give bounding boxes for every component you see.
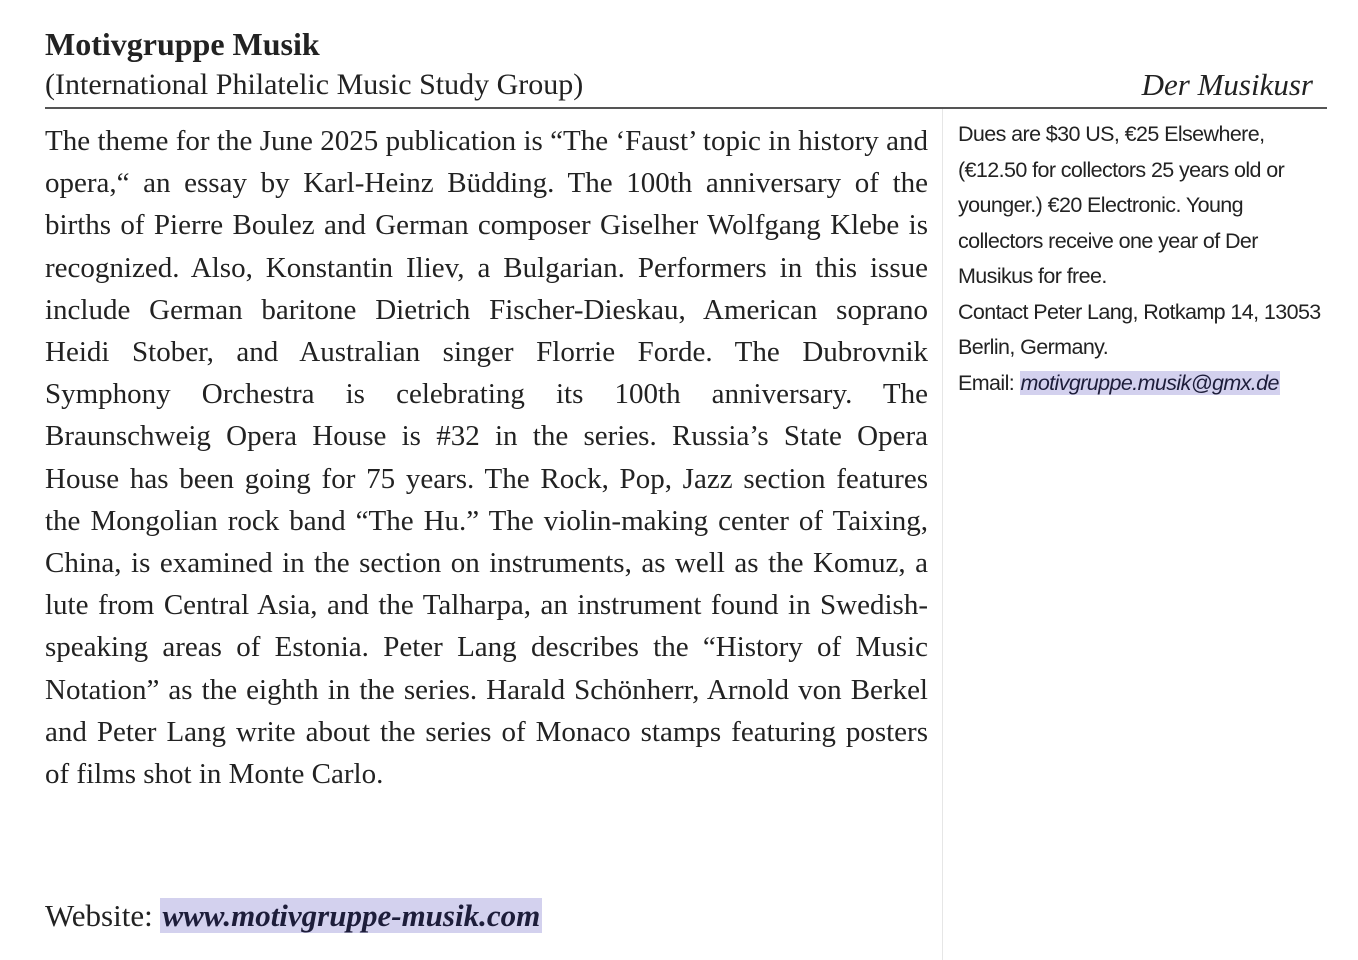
email-link[interactable]: motivgruppe.musik@gmx.de bbox=[1020, 370, 1279, 395]
header-divider bbox=[45, 107, 1327, 109]
contact-info: Contact Peter Lang, Rotkamp 14, 13053 Berlin, Germany. bbox=[958, 299, 1321, 359]
website-label: Website: bbox=[45, 898, 153, 933]
email-label: Email: bbox=[958, 370, 1015, 395]
email-line bbox=[958, 366, 1330, 402]
organization-subtitle: (International Philatelic Music Study Group) bbox=[45, 68, 584, 101]
organization-name: Motivgruppe Musik bbox=[45, 26, 320, 62]
website-link[interactable]: www.motivgruppe-musik.com bbox=[162, 898, 541, 933]
column-divider bbox=[942, 109, 943, 960]
page-header bbox=[45, 22, 1313, 106]
dues-info: Dues are $30 US, €25 Elsewhere, (€12.50 for collectors 25 years old or younger.) €20 Electronic. Young collectors receive one year of Der Musikus for free. bbox=[958, 122, 1285, 288]
journal-name: Der Musikusr bbox=[1141, 67, 1313, 102]
article-body: The theme for the June 2025 publication is “The ‘Faust’ topic in history and opera,“ an essay by Karl-Heinz Büdding. The 100th anniversary of the births of Pierre Boulez and German composer Giselher Wolfgang Klebe is recognized. Also, Konstantin Iliev, a Bulgarian. Performers in this issue include German baritone Dietrich Fischer-Dieskau, American soprano Heidi Stober, and Australian singer Florrie Forde. The Dubrovnik Symphony Orchestra is celebrating its 100th anniversary. The Braunschweig Opera House is #32 in the series. Russia’s State Opera House has been going for 75 years. The Rock, Pop, Jazz section features the Mongolian rock band “The Hu.” The violin-making center of Taixing, China, is examined in the section on instruments, as well as the Komuz, a lute from Central Asia, and the Talharpa, an instrument found in Swedish-speaking areas of Estonia. Peter Lang describes the “History of Music Notation” as the eighth in the series. Harald Schönherr, Arnold von Berkel and Peter Lang write about the series of Monaco stamps featuring posters of films shot in Monte Carlo. bbox=[45, 125, 928, 791]
website-line bbox=[45, 893, 542, 939]
membership-sidebar bbox=[958, 117, 1330, 401]
